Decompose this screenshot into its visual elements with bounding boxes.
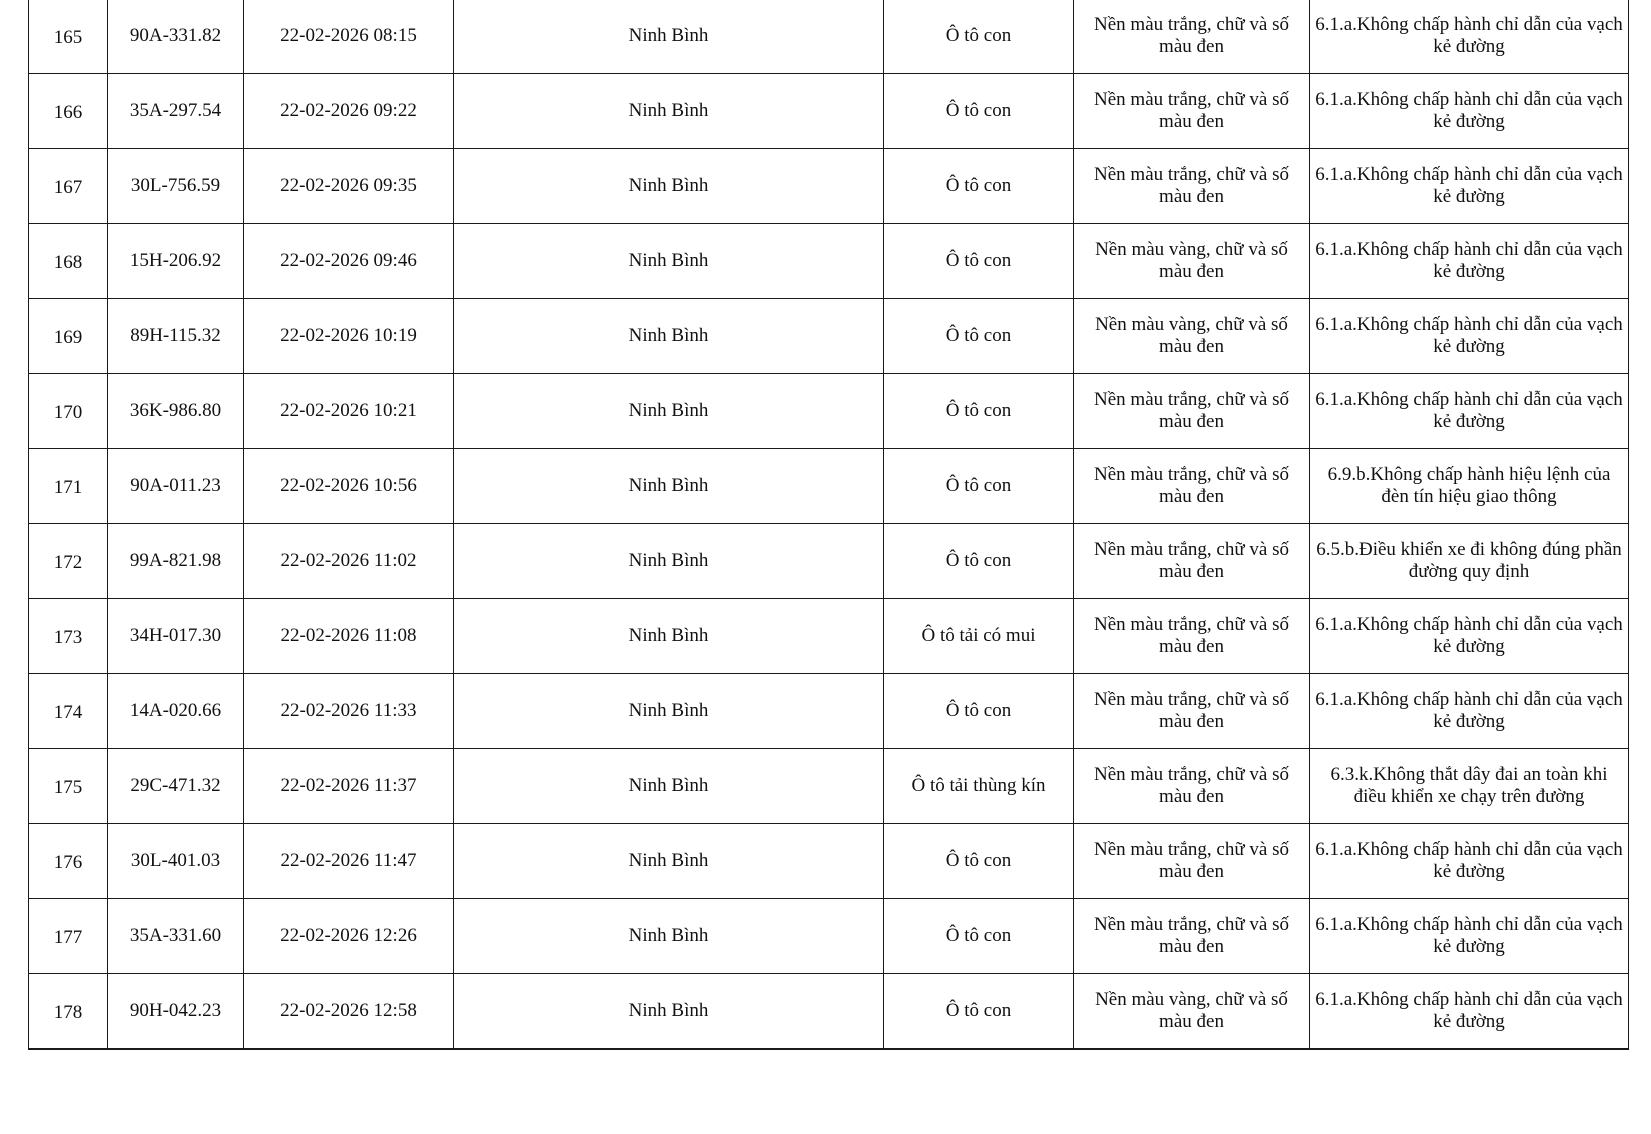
license-plate-cell [108,974,244,1049]
violation-datetime-cell [244,524,454,599]
table-row [29,224,1629,299]
license-plate: 90A-011.23 [130,475,221,496]
violation-datetime: 22-02-2026 09:35 [280,175,417,196]
violation-description-cell [1310,824,1629,899]
violation-location: Ninh Bình [628,925,709,946]
row-number-cell [29,299,108,374]
violation-datetime: 22-02-2026 12:26 [280,925,417,946]
plate-color: Nền màu trắng, chữ và số màu đen [1094,539,1289,582]
violation-location-cell [454,674,884,749]
row-number: 173 [53,627,83,648]
vehicle-type-cell [884,374,1074,449]
violation-description-cell [1310,674,1629,749]
vehicle-type-cell [884,449,1074,524]
violation-description-cell [1310,74,1629,149]
vehicle-type-cell [884,299,1074,374]
violation-datetime: 22-02-2026 10:21 [280,400,417,421]
table-row [29,374,1629,449]
violation-description-cell [1310,149,1629,224]
vehicle-type-cell [884,749,1074,824]
vehicle-type: Ô tô con [945,700,1012,721]
plate-color: Nền màu trắng, chữ và số màu đen [1094,89,1289,132]
violations-table [28,0,1629,1050]
violation-location: Ninh Bình [628,850,709,871]
table-row [29,299,1629,374]
violation-location: Ninh Bình [628,625,709,646]
license-plate: 35A-331.60 [129,925,222,946]
violation-location: Ninh Bình [628,175,709,196]
violation-datetime-cell [244,0,454,74]
table-row [29,74,1629,149]
violation-description: 6.1.a.Không chấp hành chỉ dẫn của vạch kẻ đường [1315,614,1623,657]
plate-color-cell [1074,524,1310,599]
vehicle-type: Ô tô con [945,400,1012,421]
violation-datetime: 22-02-2026 10:19 [280,325,417,346]
vehicle-type-cell [884,224,1074,299]
violation-location-cell [454,599,884,674]
license-plate-cell [108,299,244,374]
row-number: 174 [53,702,83,723]
plate-color-cell [1074,224,1310,299]
violation-description: 6.5.b.Điều khiển xe đi không đúng phần đường quy định [1316,539,1622,582]
violation-description-cell [1310,524,1629,599]
table-row [29,149,1629,224]
violation-description-cell [1310,224,1629,299]
table-row [29,674,1629,749]
vehicle-type: Ô tô con [945,100,1012,121]
violation-location-cell [454,449,884,524]
violation-description-cell [1310,0,1629,74]
violation-location-cell [454,149,884,224]
vehicle-type: Ô tô tải thùng kín [911,775,1046,796]
vehicle-type-cell [884,674,1074,749]
row-number-cell [29,524,108,599]
violation-description-cell [1310,599,1629,674]
violation-datetime-cell [244,224,454,299]
vehicle-type: Ô tô con [945,175,1012,196]
table-row [29,449,1629,524]
row-number: 177 [53,927,83,948]
violation-datetime: 22-02-2026 11:37 [280,775,417,796]
violation-datetime-cell [244,749,454,824]
violation-description: 6.1.a.Không chấp hành chỉ dẫn của vạch kẻ đường [1315,689,1623,732]
violation-datetime: 22-02-2026 08:15 [280,25,417,46]
violation-datetime-cell [244,674,454,749]
violation-location: Ninh Bình [628,400,709,421]
license-plate-cell [108,374,244,449]
violation-location: Ninh Bình [628,999,709,1021]
plate-color-cell [1074,824,1310,899]
table-row [29,824,1629,899]
violation-location-cell [454,824,884,899]
plate-color-cell [1074,449,1310,524]
row-number-cell [29,749,108,824]
license-plate: 15H-206.92 [129,250,222,271]
vehicle-type: Ô tô con [945,250,1012,271]
violation-location: Ninh Bình [628,100,709,121]
plate-color: Nền màu vàng, chữ và số màu đen [1095,988,1288,1032]
violation-location-cell [454,749,884,824]
violation-description-cell [1310,974,1629,1049]
table-row [29,599,1629,674]
violation-location-cell [454,524,884,599]
license-plate-cell [108,749,244,824]
license-plate: 36K-986.80 [129,400,222,421]
plate-color: Nền màu trắng, chữ và số màu đen [1094,839,1289,882]
vehicle-type-cell [884,0,1074,74]
violation-location: Ninh Bình [628,250,709,271]
violation-description: 6.1.a.Không chấp hành chỉ dẫn của vạch kẻ đường [1315,314,1623,357]
violation-location-cell [454,899,884,974]
table-row [29,899,1629,974]
table-body [29,0,1629,1049]
plate-color: Nền màu trắng, chữ và số màu đen [1094,164,1289,207]
plate-color: Nền màu trắng, chữ và số màu đen [1094,764,1289,807]
violation-location-cell [454,224,884,299]
vehicle-type: Ô tô con [945,325,1012,346]
violation-datetime-cell [244,449,454,524]
vehicle-type: Ô tô con [945,999,1012,1021]
license-plate: 35A-297.54 [129,100,222,121]
license-plate-cell [108,224,244,299]
table-row [29,749,1629,824]
violation-description-cell [1310,899,1629,974]
license-plate: 29C-471.32 [130,775,221,796]
license-plate-cell [108,899,244,974]
row-number-cell [29,824,108,899]
row-number: 167 [53,177,83,198]
violation-description: 6.3.k.Không thắt dây đai an toàn khi điều khiển xe chạy trên đường [1330,764,1608,807]
plate-color-cell [1074,74,1310,149]
row-number-cell [29,674,108,749]
plate-color: Nền màu trắng, chữ và số màu đen [1094,464,1289,507]
violation-location: Ninh Bình [628,25,709,46]
license-plate-cell [108,74,244,149]
plate-color: Nền màu trắng, chữ và số màu đen [1094,389,1289,432]
violation-datetime-cell [244,299,454,374]
violation-datetime-cell [244,974,454,1049]
plate-color: Nền màu trắng, chữ và số màu đen [1094,14,1289,57]
vehicle-type-cell [884,599,1074,674]
violation-description: 6.1.a.Không chấp hành chỉ dẫn của vạch kẻ đường [1315,89,1623,132]
license-plate: 30L-756.59 [130,175,221,196]
license-plate: 99A-821.98 [129,550,222,571]
row-number-cell [29,0,108,74]
violation-description: 6.1.a.Không chấp hành chỉ dẫn của vạch kẻ đường [1315,839,1623,882]
table-row [29,524,1629,599]
violation-datetime-cell [244,599,454,674]
row-number: 176 [53,852,83,873]
license-plate-cell [108,149,244,224]
license-plate-cell [108,599,244,674]
plate-color-cell [1074,374,1310,449]
row-number-cell [29,599,108,674]
row-number: 165 [53,27,83,48]
violation-location: Ninh Bình [628,325,709,346]
violation-datetime-cell [244,824,454,899]
violation-description: 6.1.a.Không chấp hành chỉ dẫn của vạch kẻ đường [1315,389,1623,432]
vehicle-type: Ô tô con [945,25,1012,46]
license-plate: 89H-115.32 [130,325,221,346]
violation-description-cell [1310,374,1629,449]
row-number-cell [29,224,108,299]
violation-datetime: 22-02-2026 11:47 [280,850,417,871]
plate-color: Nền màu vàng, chữ và số màu đen [1095,314,1288,357]
violation-description: 6.1.a.Không chấp hành chỉ dẫn của vạch kẻ đường [1315,239,1623,282]
violation-location: Ninh Bình [628,475,709,496]
vehicle-type-cell [884,74,1074,149]
violation-description-cell [1310,449,1629,524]
license-plate: 34H-017.30 [129,625,222,646]
row-number: 178 [53,1001,83,1023]
plate-color: Nền màu vàng, chữ và số màu đen [1095,239,1288,282]
violation-datetime: 22-02-2026 09:46 [280,250,417,271]
violation-location-cell [454,974,884,1049]
row-number: 168 [53,252,83,273]
plate-color-cell [1074,749,1310,824]
license-plate-cell [108,524,244,599]
plate-color-cell [1074,599,1310,674]
vehicle-type: Ô tô con [945,550,1012,571]
violation-description: 6.1.a.Không chấp hành chỉ dẫn của vạch kẻ đường [1315,914,1623,957]
violation-datetime: 22-02-2026 11:33 [280,700,417,721]
license-plate: 14A-020.66 [129,700,222,721]
plate-color-cell [1074,299,1310,374]
license-plate: 90A-331.82 [129,25,222,46]
violation-description: 6.9.b.Không chấp hành hiệu lệnh của đèn tín hiệu giao thông [1327,464,1611,507]
license-plate: 30L-401.03 [130,850,221,871]
row-number: 172 [53,552,83,573]
row-number-cell [29,449,108,524]
violation-location: Ninh Bình [628,775,709,796]
violation-datetime: 22-02-2026 09:22 [280,100,417,121]
violation-datetime: 22-02-2026 11:02 [280,550,417,571]
violation-datetime: 22-02-2026 11:08 [280,625,417,646]
vehicle-type: Ô tô con [945,475,1012,496]
plate-color-cell [1074,974,1310,1049]
plate-color-cell [1074,674,1310,749]
violation-datetime-cell [244,899,454,974]
vehicle-type: Ô tô con [945,850,1012,871]
plate-color-cell [1074,0,1310,74]
vehicle-type-cell [884,524,1074,599]
license-plate-cell [108,449,244,524]
vehicle-type: Ô tô con [945,925,1012,946]
row-number: 169 [53,327,83,348]
violation-location: Ninh Bình [628,550,709,571]
row-number: 166 [53,102,83,123]
vehicle-type-cell [884,899,1074,974]
violation-location-cell [454,0,884,74]
violation-datetime-cell [244,149,454,224]
violation-location-cell [454,299,884,374]
vehicle-type: Ô tô tải có mui [921,625,1036,646]
license-plate: 90H-042.23 [129,999,222,1021]
row-number-cell [29,899,108,974]
violation-datetime-cell [244,374,454,449]
row-number-cell [29,149,108,224]
table-row [29,974,1629,1049]
plate-color-cell [1074,149,1310,224]
plate-color-cell [1074,899,1310,974]
row-number-cell [29,74,108,149]
violation-location-cell [454,374,884,449]
license-plate-cell [108,824,244,899]
violation-location-cell [454,74,884,149]
plate-color: Nền màu trắng, chữ và số màu đen [1094,689,1289,732]
violation-location: Ninh Bình [628,700,709,721]
vehicle-type-cell [884,149,1074,224]
violation-description: 6.1.a.Không chấp hành chỉ dẫn của vạch kẻ đường [1315,164,1623,207]
license-plate-cell [108,674,244,749]
violation-description: 6.1.a.Không chấp hành chỉ dẫn của vạch kẻ đường [1315,988,1623,1032]
violation-datetime: 22-02-2026 10:56 [280,475,417,496]
table-row [29,0,1629,74]
plate-color: Nền màu trắng, chữ và số màu đen [1094,614,1289,657]
violation-description: 6.1.a.Không chấp hành chỉ dẫn của vạch kẻ đường [1315,14,1623,57]
license-plate-cell [108,0,244,74]
violation-description-cell [1310,749,1629,824]
row-number: 175 [53,777,83,798]
row-number: 171 [53,477,83,498]
violation-datetime-cell [244,74,454,149]
row-number: 170 [53,402,83,423]
plate-color: Nền màu trắng, chữ và số màu đen [1094,914,1289,957]
row-number-cell [29,974,108,1049]
violation-datetime: 22-02-2026 12:58 [280,999,417,1021]
row-number-cell [29,374,108,449]
violation-description-cell [1310,299,1629,374]
vehicle-type-cell [884,824,1074,899]
vehicle-type-cell [884,974,1074,1049]
